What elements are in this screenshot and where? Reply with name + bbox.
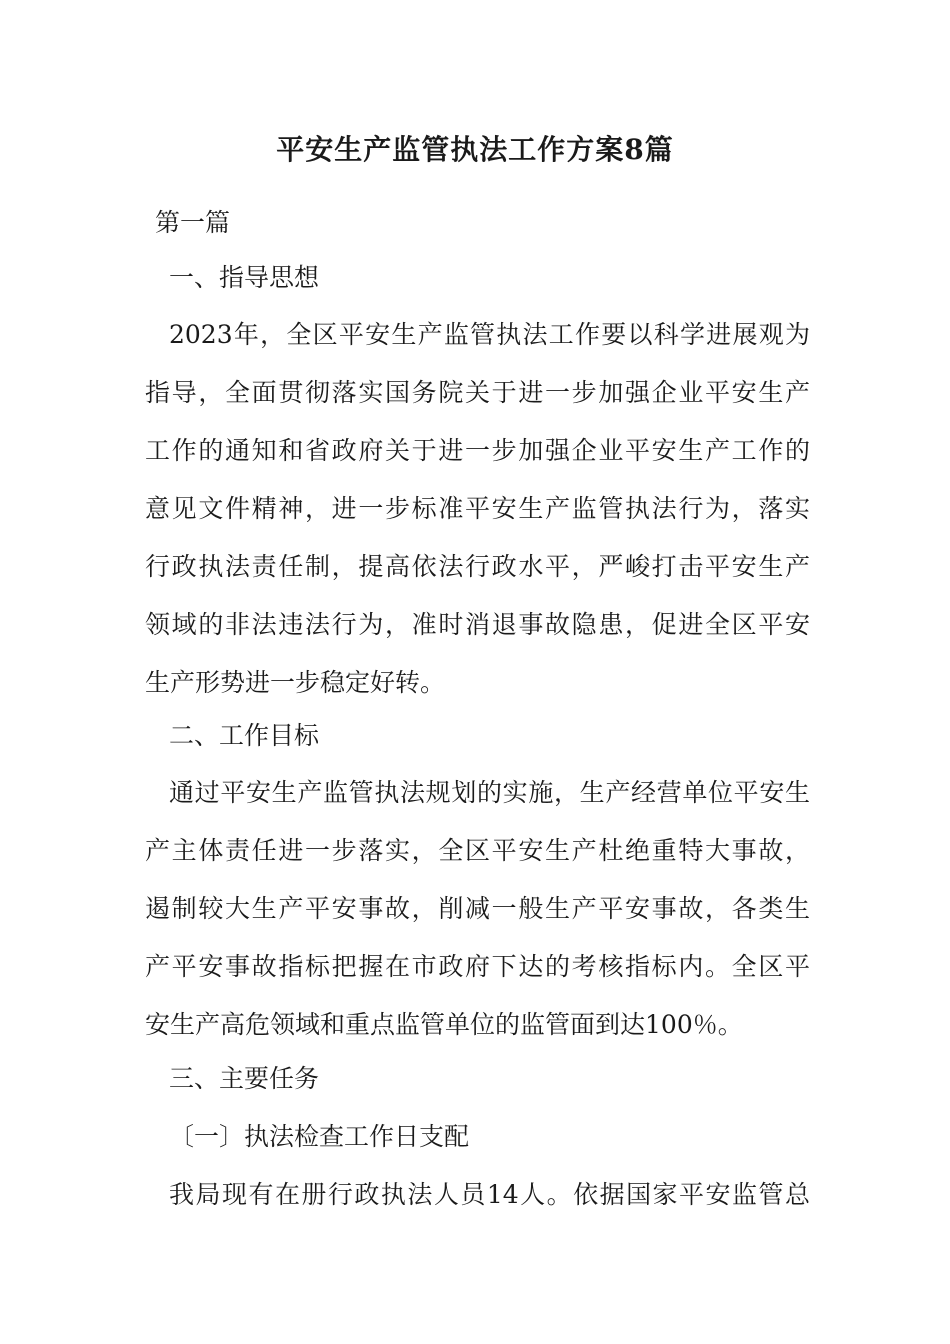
part-label: 第一篇 bbox=[155, 208, 231, 237]
paragraph-line: 遏制较大生产平安事故，削减一般生产平安事故，各类生 bbox=[145, 894, 810, 923]
paragraph-line: 领域的非法违法行为，准时消退事故隐患，促进全区平安 bbox=[145, 610, 810, 639]
paragraph-line: 通过平安生产监管执法规划的实施，生产经营单位平安生 bbox=[169, 778, 810, 807]
section-heading-guiding-ideology: 一、指导思想 bbox=[169, 263, 320, 292]
paragraph-line: 行政执法责任制，提高依法行政水平，严峻打击平安生产 bbox=[145, 552, 810, 581]
paragraph-line: 工作的通知和省政府关于进一步加强企业平安生产工作的 bbox=[145, 436, 810, 465]
subsection-heading: 〔一〕执法检查工作日支配 bbox=[169, 1122, 470, 1151]
paragraph-line: 产主体责任进一步落实，全区平安生产杜绝重特大事故， bbox=[145, 836, 810, 865]
document-title: 平安生产监管执法工作方案8篇 bbox=[276, 133, 674, 166]
paragraph-line: 意见文件精神，进一步标准平安生产监管执法行为，落实 bbox=[145, 494, 810, 523]
paragraph-line: 2023年，全区平安生产监管执法工作要以科学进展观为 bbox=[169, 320, 810, 349]
paragraph-line: 我局现有在册行政执法人员14人。依据国家平安监管总 bbox=[169, 1180, 810, 1209]
paragraph-line: 产平安事故指标把握在市政府下达的考核指标内。全区平 bbox=[145, 952, 810, 981]
section-heading-work-goals: 二、工作目标 bbox=[169, 721, 320, 750]
paragraph-line: 生产形势进一步稳定好转。 bbox=[145, 668, 446, 697]
section-heading-main-tasks: 三、主要任务 bbox=[169, 1064, 320, 1093]
paragraph-line: 安生产高危领域和重点监管单位的监管面到达100％。 bbox=[145, 1010, 743, 1039]
paragraph-line: 指导，全面贯彻落实国务院关于进一步加强企业平安生产 bbox=[145, 378, 810, 407]
